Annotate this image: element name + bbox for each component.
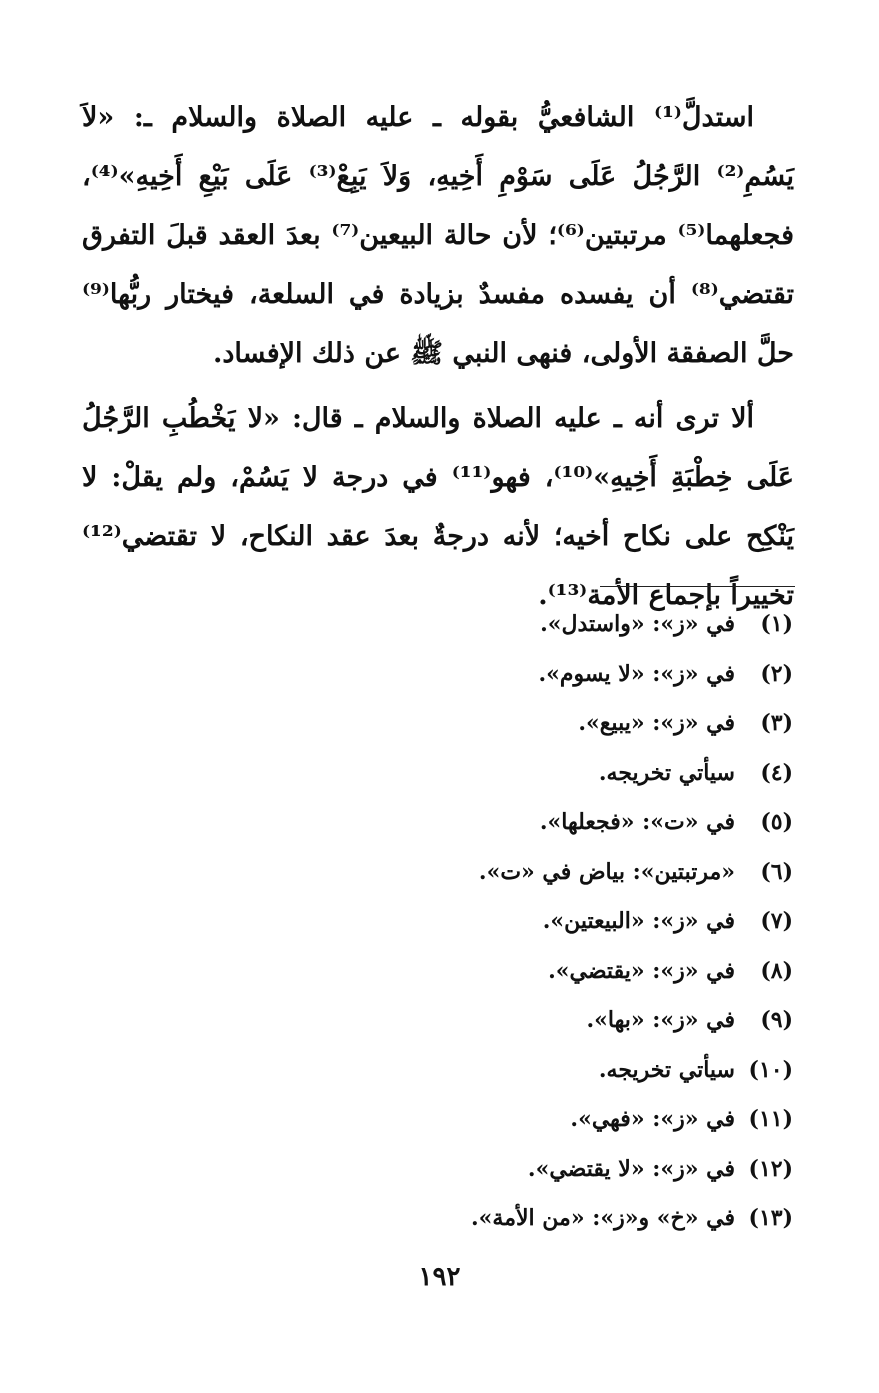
footnote-number: (٩) bbox=[760, 1007, 793, 1033]
footnote-item bbox=[193, 996, 793, 1046]
footnote-item bbox=[193, 897, 793, 947]
footnote-item bbox=[193, 1194, 793, 1244]
footnote-item bbox=[193, 749, 793, 799]
footnote-text: في «ز»: «بها». bbox=[586, 1007, 735, 1033]
footnote-text: في «ز»: «يقتضي». bbox=[548, 957, 735, 984]
footnote-number: (١٢) bbox=[748, 1155, 793, 1182]
page-number: ١٩٢ bbox=[418, 1262, 461, 1292]
footnote-text: سيأتي تخريجه. bbox=[598, 1056, 735, 1083]
footnote-number: (٦) bbox=[760, 858, 793, 885]
footnote-text: في «ت»: «فجعلها». bbox=[539, 809, 735, 835]
footnote-number: (١) bbox=[760, 611, 793, 637]
footnote-number: (٢) bbox=[760, 660, 793, 687]
footnote-number: (٧) bbox=[760, 908, 793, 934]
footnote-text: في «ز»: «واستدل». bbox=[540, 611, 735, 637]
footnote-text: «مرتبتين»: بياض في «ت». bbox=[478, 858, 735, 885]
footnote-text: في «خ» و«ز»: «من الأمة». bbox=[471, 1205, 735, 1231]
footnote-item bbox=[193, 699, 793, 749]
paragraph-1: استدلَّ⁽¹⁾ الشافعيُّ بقوله ـ عليه الصلاة والسلام ـ: «لاَ يَسُمِ⁽²⁾ الرَّجُلُ عَلَى سَوْمِ أَخِيهِ، وَلاَ يَبِعْ⁽³⁾ عَلَى بَيْعِ أَخِيهِ»⁽⁴⁾، فجعلهما⁽⁵⁾ مرتبتين⁽⁶⁾؛ لأن حالة البيعين⁽⁷⁾ بعدَ العقد قبلَ التفرق تقتضي⁽⁸⁾ أن يفسده مفسدٌ بزيادة في السلعة، فيختار ربُّها⁽⁹⁾ حلَّ الصفقة الأولى، فنهى النبي ﷺ عن ذلك الإفساد. bbox=[82, 102, 795, 369]
footnote-text: في «ز»: «لا يسوم». bbox=[538, 660, 735, 687]
footnote-item bbox=[193, 1145, 793, 1195]
footnote-number: (٣) bbox=[760, 710, 793, 736]
footnotes-list bbox=[193, 600, 793, 1244]
footnote-text: في «ز»: «فهي». bbox=[570, 1106, 735, 1132]
footnote-separator bbox=[600, 586, 795, 587]
paragraph-2: ألا ترى أنه ـ عليه الصلاة والسلام ـ قال: «لا يَخْطُبِ الرَّجُلُ عَلَى خِطْبَةِ أَخِيهِ»⁽¹⁰⁾، فهو⁽¹¹⁾ في درجة لا يَسُمْ، ولم يقلْ: لا يَنْكِح على نكاح أخيه؛ لأنه درجةٌ بعدَ عقد النكاح، لا تقتضي⁽¹²⁾ تخييراً بإجماع الأمة⁽¹³⁾. bbox=[82, 403, 794, 611]
footnote-item bbox=[193, 848, 793, 898]
footnote-text: سيأتي تخريجه. bbox=[598, 759, 735, 786]
footnote-item bbox=[193, 798, 793, 848]
footnote-number: (١١) bbox=[748, 1106, 793, 1132]
footnote-item bbox=[193, 947, 793, 997]
footnote-number: (٤) bbox=[760, 759, 793, 786]
footnote-text: في «ز»: «يبيع». bbox=[578, 710, 735, 736]
footnote-text: في «ز»: «لا يقتضي». bbox=[527, 1155, 735, 1182]
footnote-number: (١٠) bbox=[748, 1056, 793, 1083]
footnote-item bbox=[193, 600, 793, 650]
footnote-text: في «ز»: «البيعتين». bbox=[542, 908, 735, 934]
footnote-number: (١٣) bbox=[748, 1205, 793, 1231]
main-text bbox=[82, 88, 794, 625]
footnote-item bbox=[193, 1095, 793, 1145]
footnote-item bbox=[193, 1046, 793, 1096]
footnote-number: (٥) bbox=[760, 809, 793, 835]
footnote-item bbox=[193, 650, 793, 700]
footnote-number: (٨) bbox=[760, 957, 793, 984]
